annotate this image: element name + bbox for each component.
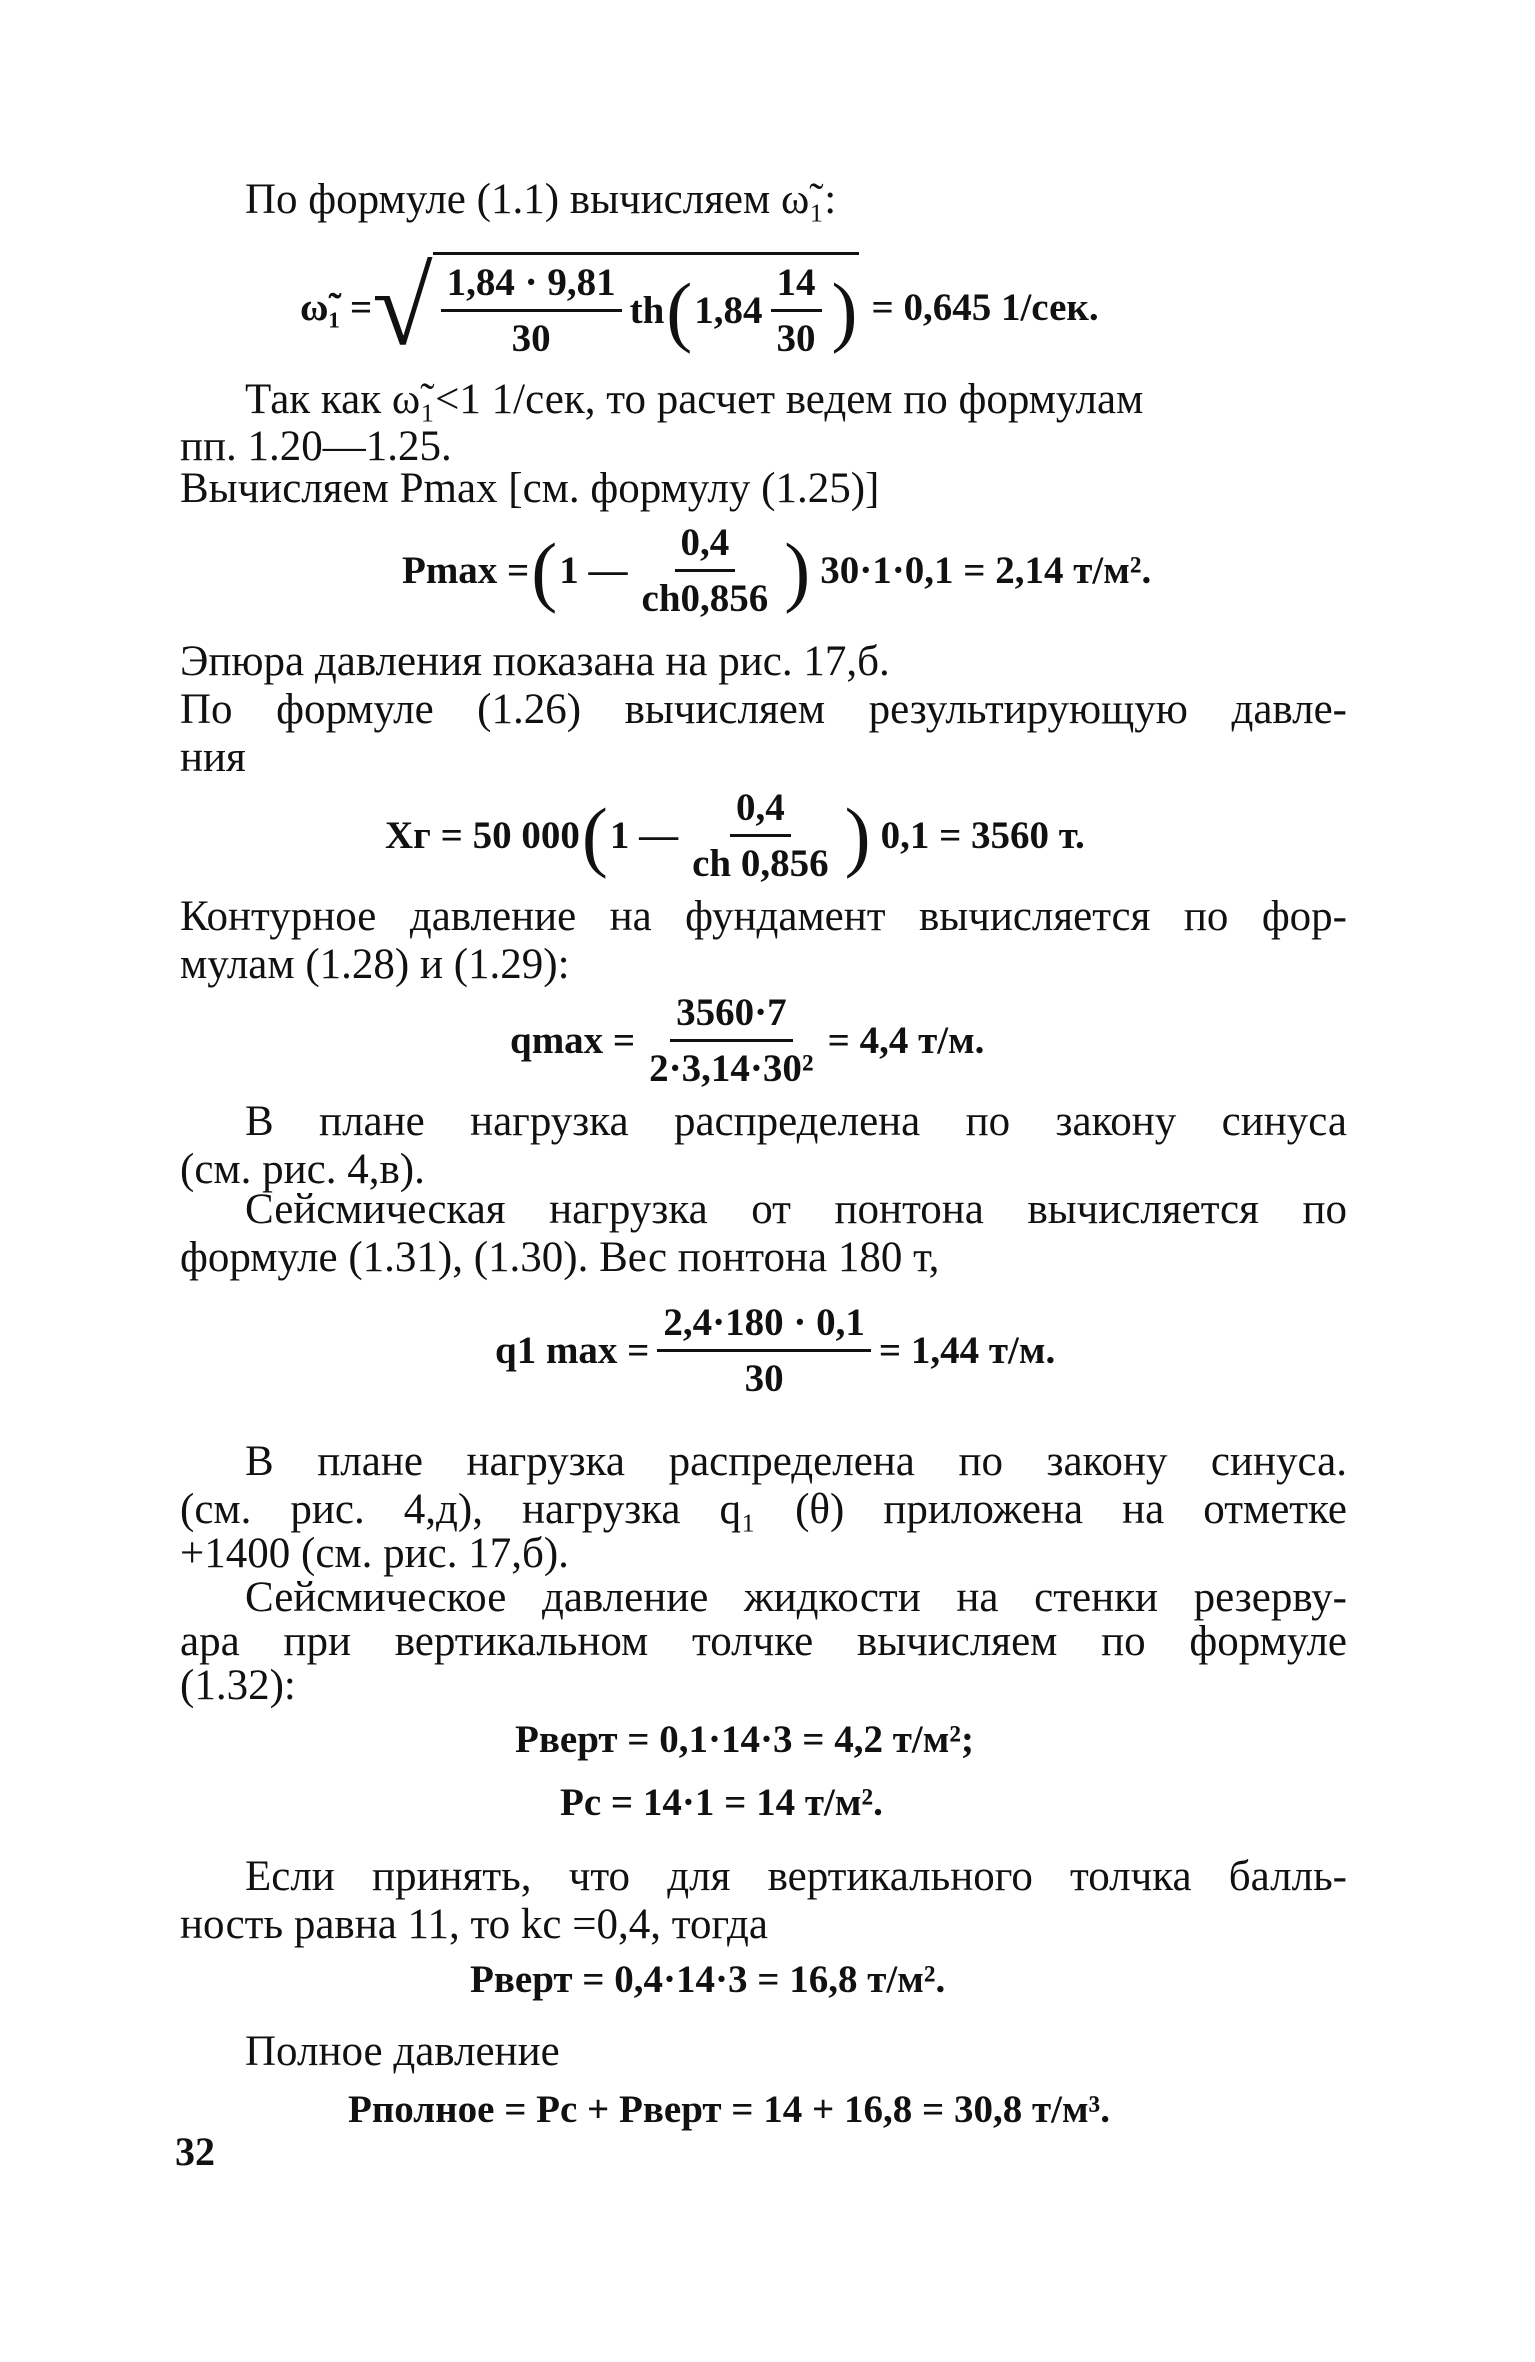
fraction-denominator: 30 (776, 317, 816, 360)
text-line: (см. рис. 4,д), нагрузка q₁ (θ) приложена на отметке (180, 1486, 1347, 1533)
text-line: По формуле (1.1) вычисляем ω̃₁: (245, 176, 837, 223)
fraction-numerator: 0,4 (730, 785, 791, 837)
text-line: Если принять, что для вертикального толчка балль- (245, 1853, 1347, 1900)
equation-omega (300, 246, 1099, 368)
text-line: Сейсмическое давление жидкости на стенки резерву- (245, 1574, 1347, 1621)
equation-lhs: Pmax = (402, 549, 530, 592)
equation-xr: Xг = 50 000 ( 1 — $\frac{0,4}{ch 0,856}$ ) 0,1 = 3560 т. (385, 786, 1085, 885)
text-line: ность равна 11, то kс =0,4, тогда (180, 1901, 768, 1948)
fraction (771, 260, 822, 361)
equation-pvert-2: Pверт = 0,4·14·3 = 16,8 т/м². (470, 1958, 946, 2001)
fraction-denominator: 30 (511, 317, 551, 360)
square-root: √ $\frac{1,84 \cdot 9,81}{30}$ th ( 1,84 $\frac{14}{30}$ ) (372, 246, 858, 368)
equation-lhs: qmax = (510, 1019, 636, 1062)
equation-term: 1 — (559, 549, 628, 592)
fraction-numerator: 0,4 (675, 520, 736, 572)
equation-omega-lhs: ω̃₁ = (300, 285, 373, 329)
text-line: формуле (1.31), (1.30). Вес понтона 180 т, (180, 1234, 940, 1281)
fraction-denominator: ch0,856 (641, 577, 769, 620)
equation-qmax (510, 990, 984, 1091)
th-argument: 1,84 (694, 289, 763, 332)
equation-q1max (495, 1300, 1055, 1401)
text-line: (1.32): (180, 1662, 296, 1709)
equation-lhs: Xг = 50 000 (385, 814, 580, 857)
text-line: ния (180, 734, 246, 781)
text-line: По формуле (1.26) вычисляем результирующую давле- (180, 686, 1347, 733)
fraction-numerator: 14 (771, 260, 822, 312)
text-line: мулам (1.28) и (1.29): (180, 941, 570, 988)
fraction-denominator: ch 0,856 (692, 842, 829, 885)
equation-pmax: Pmax = ( 1 — $\frac{0,4}{ch0,856}$ ) 30·1·0,1 = 2,14 т/м². (402, 521, 1152, 620)
equation-omega-rhs: = 0,645 1/сек. (871, 285, 1099, 329)
page-number: 32 (175, 2129, 215, 2174)
fraction-denominator: 30 (744, 1357, 784, 1400)
equation-term: 1 — (609, 814, 679, 857)
text-line: пп. 1.20—1.25. (180, 423, 452, 470)
fraction-denominator: 2·3,14·30² (649, 1047, 814, 1090)
text-line: В плане нагрузка распределена по закону синуса. (245, 1438, 1347, 1485)
fraction-numerator: 2,4·180 · 0,1 (657, 1300, 871, 1352)
equation-lhs: q1 max = (495, 1329, 650, 1372)
text-line: (см. рис. 4,в). (180, 1146, 425, 1193)
text-line: Эпюра давления показана на рис. 17,б. (180, 638, 890, 685)
equation-rhs: = 4,4 т/м. (827, 1019, 985, 1062)
equation-rhs: = 1,44 т/м. (878, 1329, 1056, 1372)
fraction (636, 520, 775, 621)
text-line: Контурное давление на фундамент вычисляется по фор- (180, 893, 1347, 940)
text-line: Так как ω̃₁<1 1/сек, то расчет ведем по формулам (245, 376, 1144, 423)
fraction-numerator: 3560·7 (670, 990, 793, 1042)
equation-ptotal: Pполное = Pс + Pверт = 14 + 16,8 = 30,8 т/м³. (348, 2088, 1110, 2131)
text-line: +1400 (см. рис. 17,б). (180, 1530, 569, 1577)
text-line: ара при вертикальном толчке вычисляем по формуле (180, 1618, 1347, 1665)
text-line: В плане нагрузка распределена по закону синуса (245, 1098, 1347, 1145)
th-function: th (629, 289, 665, 332)
equation-rhs: 30·1·0,1 = 2,14 т/м². (820, 549, 1152, 592)
equation-pvert: Pверт = 0,1·14·3 = 4,2 т/м²; (515, 1718, 974, 1761)
equation-rhs: 0,1 = 3560 т. (880, 814, 1085, 857)
fraction (686, 785, 835, 886)
text-line: Полное давление (245, 2028, 560, 2075)
fraction (643, 990, 819, 1091)
fraction (441, 260, 622, 361)
fraction-numerator: 1,84 · 9,81 (441, 260, 622, 312)
equation-pc: Pс = 14·1 = 14 т/м². (560, 1781, 883, 1824)
text-line: Сейсмическая нагрузка от понтона вычисляется по (245, 1186, 1347, 1233)
text-line: Вычисляем Pmax [см. формулу (1.25)] (180, 465, 880, 512)
fraction (657, 1300, 871, 1401)
